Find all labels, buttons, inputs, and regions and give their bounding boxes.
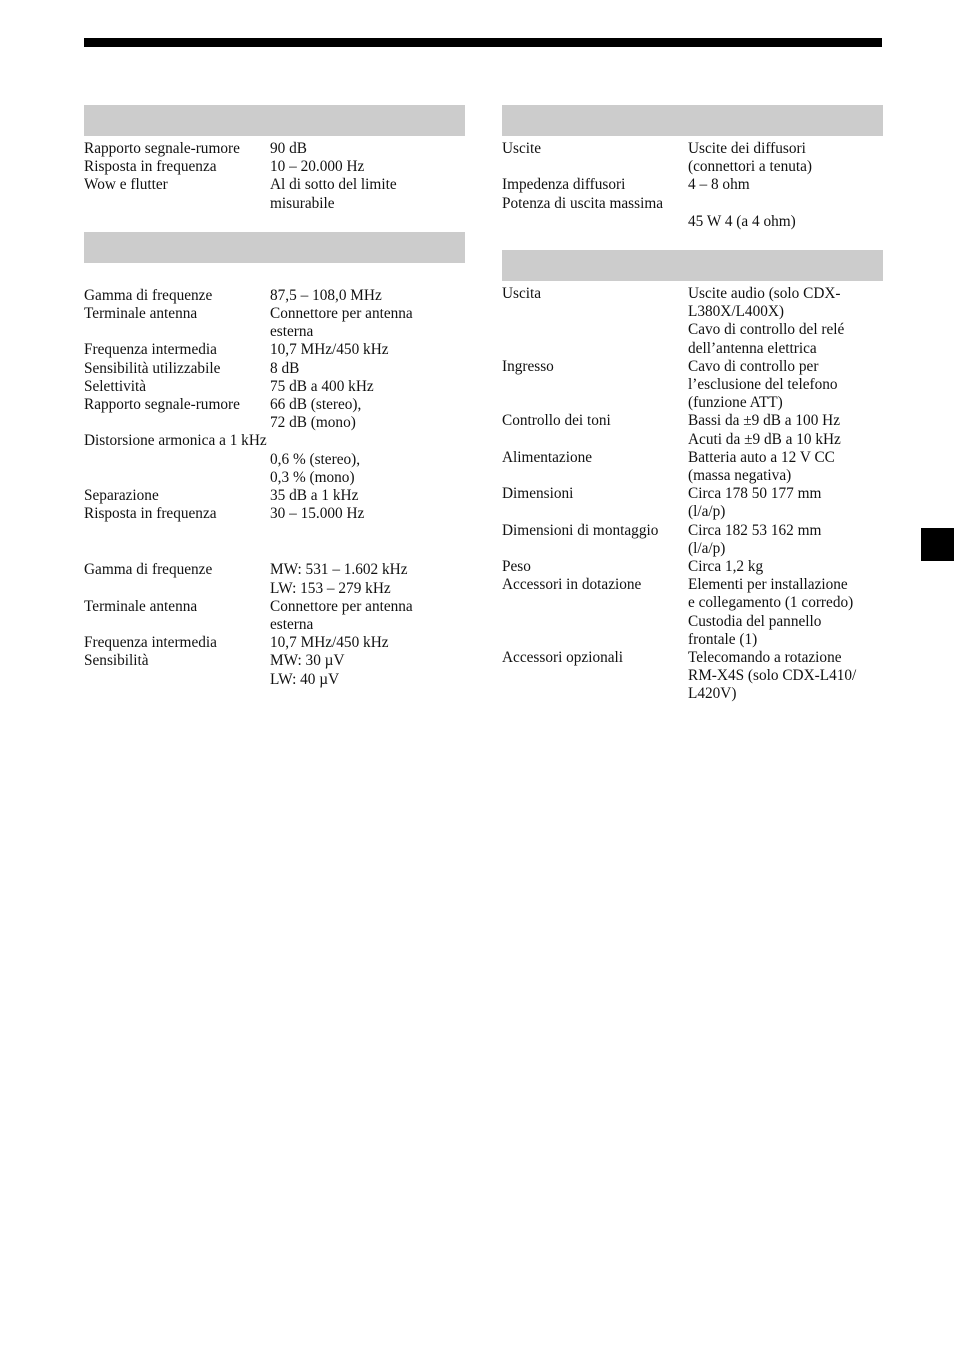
tuner-section-band — [84, 232, 465, 263]
spec-label: Wow e flutter — [84, 176, 168, 194]
spec-row — [502, 558, 883, 576]
spec-row — [502, 449, 883, 485]
spec-value: 30 – 15.000 Hz — [270, 505, 365, 523]
spec-label: Distorsione armonica a 1 kHz — [84, 432, 267, 450]
spec-value: MW: 531 – 1.602 kHz LW: 153 – 279 kHz — [270, 561, 408, 597]
section-tab-marker — [921, 528, 954, 561]
spec-value: 87,5 – 108,0 MHz — [270, 286, 382, 304]
general-section-band — [502, 250, 883, 281]
left-column — [84, 105, 465, 689]
spec-row — [84, 505, 465, 523]
general-specs — [502, 285, 883, 704]
spec-row — [84, 634, 465, 652]
spec-label: Ingresso — [502, 357, 554, 375]
spec-value: 45 W 4 (a 4 ohm) — [688, 212, 796, 230]
amplifier-specs — [502, 140, 883, 195]
spec-label: Gamma di frequenze — [84, 561, 213, 579]
spec-value: Circa 178 50 177 mm (l/a/p) — [688, 485, 822, 521]
spec-label: Separazione — [84, 487, 159, 505]
fm-specs — [84, 287, 465, 433]
spec-value: 4 – 8 ohm — [688, 176, 750, 194]
spec-row — [84, 598, 465, 634]
spec-label: Sensibilità — [84, 652, 149, 670]
spec-label: Controllo dei toni — [502, 412, 611, 430]
spec-value: 90 dB — [270, 140, 307, 157]
spec-label: Sensibilità utilizzabile — [84, 359, 221, 377]
spec-row-power-value — [502, 213, 883, 231]
spec-value: MW: 30 µV LW: 40 µV — [270, 652, 345, 688]
spec-row-distortion-value — [84, 451, 465, 487]
spec-row — [502, 140, 883, 176]
spec-label: Terminale antenna — [84, 305, 198, 323]
spec-value: Al di sotto del limite misurabile — [270, 176, 397, 212]
spec-label: Uscita — [502, 285, 542, 303]
spec-value: 0,6 % (stereo), 0,3 % (mono) — [270, 450, 361, 486]
spec-value: Circa 182 53 162 mm (l/a/p) — [688, 521, 822, 557]
amplifier-section-band — [502, 105, 883, 136]
spec-value: 66 dB (stereo), 72 dB (mono) — [270, 396, 362, 432]
spec-value: Telecomando a rotazione RM-X4S (solo CDX-L410/ L420V) — [688, 649, 857, 703]
spec-row — [84, 158, 465, 176]
spec-label: Terminale antenna — [84, 597, 198, 615]
spec-row — [84, 341, 465, 359]
spec-value: Connettore per antenna esterna — [270, 305, 413, 341]
spec-label: Alimentazione — [502, 448, 593, 466]
spec-row-power — [502, 195, 883, 213]
spec-row — [502, 485, 883, 521]
spec-value: Connettore per antenna esterna — [270, 597, 413, 634]
spec-row — [502, 358, 883, 413]
spec-value: Elementi per installazione e collegamento (1 corredo) Custodia del pannello frontale (1) — [688, 576, 854, 648]
spec-value: Bassi da ±9 dB a 100 Hz Acuti da ±9 dB a 10 kHz — [688, 412, 841, 448]
spec-row — [84, 360, 465, 378]
spec-label: Dimensioni di montaggio — [502, 521, 659, 539]
cd-player-specs — [84, 140, 465, 213]
fm-specs-tail — [84, 487, 465, 523]
spec-value: 75 dB a 400 kHz — [270, 377, 374, 395]
spec-label: Accessori in dotazione — [502, 576, 642, 594]
spec-label: Rapporto segnale-rumore — [84, 140, 240, 157]
spec-value: 10,7 MHz/450 kHz — [270, 634, 389, 652]
spec-row — [84, 140, 465, 158]
spec-label: Impedenza diffusori — [502, 176, 626, 194]
spec-label: Risposta in frequenza — [84, 505, 217, 523]
spec-label: Accessori opzionali — [502, 649, 624, 667]
spec-label: Uscite — [502, 140, 542, 157]
top-rule — [84, 38, 882, 47]
spec-label: Potenza di uscita massima — [502, 194, 664, 212]
spec-row-distortion — [84, 432, 465, 450]
spec-row — [502, 176, 883, 194]
spec-value: Uscite audio (solo CDX- L380X/L400X) Cavo di controllo del relé dell’antenna elettrica — [688, 285, 845, 357]
spec-label: Risposta in frequenza — [84, 158, 217, 176]
spec-value: Circa 1,2 kg — [688, 558, 764, 576]
spec-value: Cavo di controllo per l’esclusione del telefono (funzione ATT) — [688, 357, 838, 412]
spec-row — [84, 652, 465, 688]
spec-label: Peso — [502, 558, 531, 576]
spec-value: Batteria auto a 12 V CC (massa negativa) — [688, 448, 835, 485]
spec-value: 10,7 MHz/450 kHz — [270, 341, 389, 359]
spec-label: Rapporto segnale-rumore — [84, 396, 240, 414]
spec-row — [502, 576, 883, 649]
spec-label: Dimensioni — [502, 485, 574, 503]
spec-row — [84, 396, 465, 432]
spec-row — [502, 285, 883, 358]
spec-row — [84, 176, 465, 212]
spec-value: 8 dB — [270, 359, 300, 377]
spec-row — [502, 412, 883, 448]
spec-row — [84, 287, 465, 305]
spec-label: Frequenza intermedia — [84, 634, 217, 652]
spec-row — [502, 649, 883, 704]
spec-row — [84, 378, 465, 396]
spec-label: Selettività — [84, 377, 147, 395]
spec-row — [84, 305, 465, 341]
mw-lw-specs — [84, 561, 465, 688]
cd-player-section-band — [84, 105, 465, 136]
spec-label: Gamma di frequenze — [84, 286, 213, 304]
spec-value: 35 dB a 1 kHz — [270, 487, 359, 505]
spec-label: Frequenza intermedia — [84, 341, 217, 359]
right-column — [502, 105, 883, 704]
spec-row — [502, 522, 883, 558]
spec-row — [84, 561, 465, 597]
spec-value: Uscite dei diffusori (connettori a tenuta) — [688, 140, 813, 176]
spec-value: 10 – 20.000 Hz — [270, 158, 365, 176]
spec-row — [84, 487, 465, 505]
